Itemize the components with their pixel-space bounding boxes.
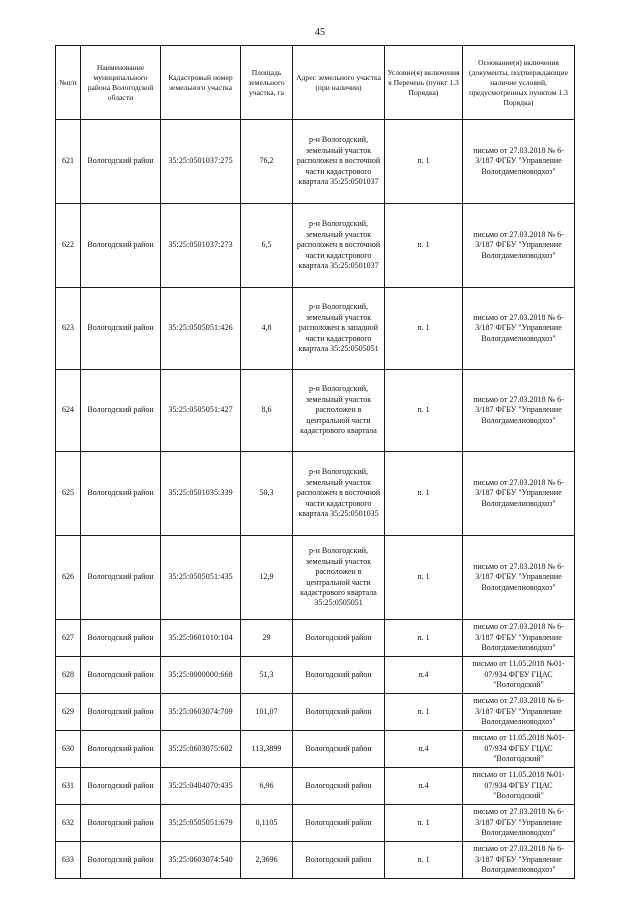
table-row bbox=[56, 805, 575, 842]
district-name: Вологодский район bbox=[81, 288, 161, 370]
plot-area: 8,6 bbox=[241, 370, 293, 452]
row-number: 621 bbox=[56, 120, 81, 204]
row-number: 624 bbox=[56, 370, 81, 452]
inclusion-condition: п. 1 bbox=[385, 805, 463, 842]
table-row bbox=[56, 288, 575, 370]
table-row bbox=[56, 842, 575, 879]
header-basis: Основание(я) включения (документы, подтверждающие наличие условий, предусмотренных пунктом 1.3 Порядка) bbox=[463, 46, 575, 120]
row-number: 627 bbox=[56, 620, 81, 657]
inclusion-condition: п. 1 bbox=[385, 536, 463, 620]
cadastral-number: 35:25:0603075:602 bbox=[161, 731, 241, 768]
inclusion-basis: письмо от 27.03.2018 № 6-3/187 ФГБУ "Управление Вологдамелиоводхоз" bbox=[463, 452, 575, 536]
table-row bbox=[56, 620, 575, 657]
header-district: Наименование муниципального района Вологодской области bbox=[81, 46, 161, 120]
row-number: 626 bbox=[56, 536, 81, 620]
cadastral-number: 35:25:0505051:426 bbox=[161, 288, 241, 370]
plot-address: р-н Вологодский, земельный участок расположен в восточной части кадастрового квартала 35:25:0501037 bbox=[293, 120, 385, 204]
inclusion-condition: п. 1 bbox=[385, 694, 463, 731]
cadastral-number: 35:25:0501037:273 bbox=[161, 204, 241, 288]
district-name: Вологодский район bbox=[81, 620, 161, 657]
inclusion-condition: п.4 bbox=[385, 768, 463, 805]
district-name: Вологодский район bbox=[81, 536, 161, 620]
inclusion-condition: п. 1 bbox=[385, 842, 463, 879]
inclusion-basis: письмо от 27.03.2018 № 6-3/187 ФГБУ "Управление Вологдамелиоводхоз" bbox=[463, 620, 575, 657]
table-row bbox=[56, 370, 575, 452]
row-number: 630 bbox=[56, 731, 81, 768]
table-row bbox=[56, 120, 575, 204]
plot-address: р-н Вологодский, земельный участок расположен в центральной части кадастрового квартала 35:25:0505051 bbox=[293, 536, 385, 620]
inclusion-basis: письмо от 27.03.2018 № 6-3/187 ФГБУ "Управление Вологдамелиоводхоз" bbox=[463, 204, 575, 288]
table-header-row bbox=[56, 46, 575, 120]
plot-address: Вологодский район bbox=[293, 620, 385, 657]
row-number: 632 bbox=[56, 805, 81, 842]
plot-address: р-н Вологодский, земельный участок расположен в центральной части кадастрового квартала bbox=[293, 370, 385, 452]
inclusion-basis: письмо от 11.05.2018 №01-07/934 ФГБУ ГЦАС "Вологодский" bbox=[463, 657, 575, 694]
page-number: 45 bbox=[315, 27, 325, 38]
district-name: Вологодский район bbox=[81, 694, 161, 731]
plot-address: Вологодский район bbox=[293, 657, 385, 694]
plot-area: 113,3899 bbox=[241, 731, 293, 768]
plot-address: Вологодский район bbox=[293, 768, 385, 805]
cadastral-number: 35:25:0603074:709 bbox=[161, 694, 241, 731]
inclusion-basis: письмо от 11.05.2018 №01-07/934 ФГБУ ГЦАС "Вологодский" bbox=[463, 731, 575, 768]
inclusion-basis: письмо от 11.05.2018 №01-07/934 ФГБУ ГЦАС "Вологодский" bbox=[463, 768, 575, 805]
table-row bbox=[56, 731, 575, 768]
plot-area: 29 bbox=[241, 620, 293, 657]
cadastral-number: 35:25:0603074:540 bbox=[161, 842, 241, 879]
header-cadastral: Кадастровый номер земельного участка bbox=[161, 46, 241, 120]
inclusion-basis: письмо от 27.03.2018 № 6-3/187 ФГБУ "Управление Вологдамелиоводхоз" bbox=[463, 805, 575, 842]
table-row bbox=[56, 536, 575, 620]
plot-area: 51,3 bbox=[241, 657, 293, 694]
row-number: 622 bbox=[56, 204, 81, 288]
inclusion-condition: п. 1 bbox=[385, 288, 463, 370]
inclusion-basis: письмо от 27.03.2018 № 6-3/187 ФГБУ "Управление Вологдамелиоводхоз" bbox=[463, 370, 575, 452]
plot-area: 50,3 bbox=[241, 452, 293, 536]
district-name: Вологодский район bbox=[81, 657, 161, 694]
row-number: 629 bbox=[56, 694, 81, 731]
row-number: 625 bbox=[56, 452, 81, 536]
inclusion-condition: п.4 bbox=[385, 731, 463, 768]
plot-area: 101,07 bbox=[241, 694, 293, 731]
plot-area: 6,5 bbox=[241, 204, 293, 288]
table-row bbox=[56, 452, 575, 536]
cadastral-number: 35:25:0505051:435 bbox=[161, 536, 241, 620]
plot-address: р-н Вологодский, земельный участок расположен в восточной части кадастрового квартала 35:25:0501037 bbox=[293, 204, 385, 288]
plot-area: 12,9 bbox=[241, 536, 293, 620]
district-name: Вологодский район bbox=[81, 842, 161, 879]
row-number: 623 bbox=[56, 288, 81, 370]
table-row bbox=[56, 204, 575, 288]
inclusion-condition: п. 1 bbox=[385, 370, 463, 452]
district-name: Вологодский район bbox=[81, 120, 161, 204]
plot-area: 4,8 bbox=[241, 288, 293, 370]
inclusion-basis: письмо от 27.03.2018 № 6-3/187 ФГБУ "Управление Вологдамелиоводхоз" bbox=[463, 288, 575, 370]
cadastral-number: 35:25:0404070:435 bbox=[161, 768, 241, 805]
table-row bbox=[56, 768, 575, 805]
inclusion-basis: письмо от 27.03.2018 № 6-3/187 ФГБУ "Управление Вологдамелиоводхоз" bbox=[463, 536, 575, 620]
cadastral-number: 35:25:0000000:668 bbox=[161, 657, 241, 694]
cadastral-number: 35:25:0505051:679 bbox=[161, 805, 241, 842]
inclusion-condition: п. 1 bbox=[385, 204, 463, 288]
inclusion-condition: п. 1 bbox=[385, 120, 463, 204]
plot-address: Вологодский район bbox=[293, 842, 385, 879]
land-plots-table bbox=[55, 45, 575, 879]
plot-area: 76,2 bbox=[241, 120, 293, 204]
header-area: Площадь земельного участка, га bbox=[241, 46, 293, 120]
inclusion-condition: п. 1 bbox=[385, 452, 463, 536]
cadastral-number: 35:25:0501035:339 bbox=[161, 452, 241, 536]
district-name: Вологодский район bbox=[81, 805, 161, 842]
header-condition: Условие(я) включения в Перечень (пункт 1.3 Порядка) bbox=[385, 46, 463, 120]
district-name: Вологодский район bbox=[81, 370, 161, 452]
table-row bbox=[56, 694, 575, 731]
inclusion-basis: письмо от 27.03.2018 № 6-3/187 ФГБУ "Управление Вологдамелиоводхоз" bbox=[463, 120, 575, 204]
row-number: 631 bbox=[56, 768, 81, 805]
table-body bbox=[56, 120, 575, 879]
header-num: №п/п bbox=[56, 46, 81, 120]
table-row bbox=[56, 657, 575, 694]
inclusion-condition: п.4 bbox=[385, 657, 463, 694]
plot-area: 0,1105 bbox=[241, 805, 293, 842]
inclusion-basis: письмо от 27.03.2018 № 6-3/187 ФГБУ "Управление Вологдамелиоводхоз" bbox=[463, 842, 575, 879]
header-address: Адрес земельного участка (при наличии) bbox=[293, 46, 385, 120]
district-name: Вологодский район bbox=[81, 768, 161, 805]
row-number: 628 bbox=[56, 657, 81, 694]
district-name: Вологодский район bbox=[81, 452, 161, 536]
cadastral-number: 35:25:0505051:427 bbox=[161, 370, 241, 452]
plot-address: Вологодский район bbox=[293, 731, 385, 768]
inclusion-basis: письмо от 27.03.2018 № 6-3/187 ФГБУ "Управление Вологдамелиоводхоз" bbox=[463, 694, 575, 731]
row-number: 633 bbox=[56, 842, 81, 879]
plot-address: р-н Вологодский, земельный участок расположен в восточной части кадастрового квартала 35:25:0501035 bbox=[293, 452, 385, 536]
district-name: Вологодский район bbox=[81, 204, 161, 288]
plot-address: Вологодский район bbox=[293, 694, 385, 731]
plot-address: р-н Вологодский, земельный участок расположен в западной части кадастрового квартала 35:25:0505051 bbox=[293, 288, 385, 370]
plot-area: 6,96 bbox=[241, 768, 293, 805]
inclusion-condition: п. 1 bbox=[385, 620, 463, 657]
cadastral-number: 35:25:0601010:104 bbox=[161, 620, 241, 657]
plot-address: Вологодский район bbox=[293, 805, 385, 842]
plot-area: 2,3696 bbox=[241, 842, 293, 879]
district-name: Вологодский район bbox=[81, 731, 161, 768]
cadastral-number: 35:25:0501037:275 bbox=[161, 120, 241, 204]
